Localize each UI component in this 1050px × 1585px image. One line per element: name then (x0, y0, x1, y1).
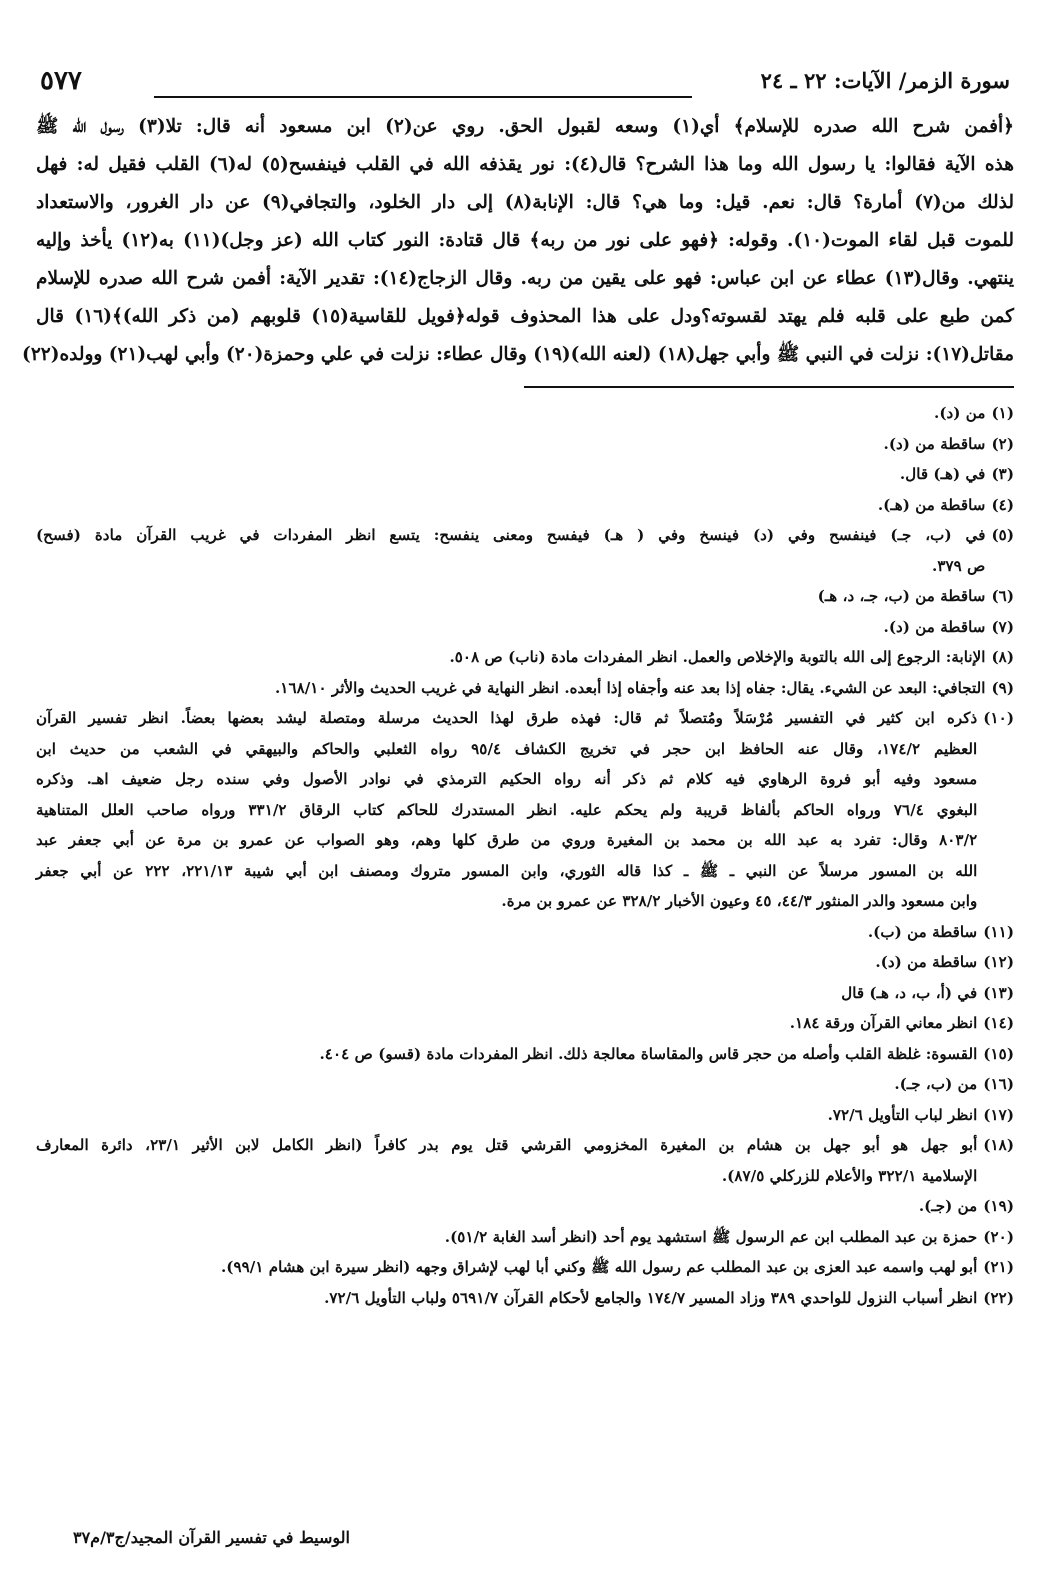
footnote-line: حمزة بن عبد المطلب ابن عم الرسول ﷺ استشهد يوم أحد (انظر أسد الغابة ٥١/٢). (444, 1227, 978, 1246)
footnote-number: (١٠) (983, 709, 1014, 727)
footnote-number: (١٩) (983, 1197, 1014, 1215)
main-line: ﴿أفمن شرح الله صدره للإسلام﴾ أي(١) وسعه لقبول الحق. روي عن(٢) ابن مسعود أنه قال: تلا(٣) رسول الله ﷺ (36, 116, 1014, 137)
footnote-number: (٢١) (983, 1258, 1014, 1276)
footnote-line: ساقطة من (ب). (867, 922, 978, 941)
footnote-line: من (جـ). (918, 1197, 978, 1215)
footnote-text (36, 1222, 977, 1253)
footnotes (36, 398, 1014, 1313)
footnote-line: مسعود وفيه أبو فروة الرهاوي فيه كلام ثم ذكر أنه رواه الحكيم الترمذي في نوادر الأصول وفي سنده رجل ضعيف اهـ. وذكره (36, 770, 978, 788)
footnote (36, 612, 1014, 643)
header-rule (154, 96, 692, 98)
footnote-number: (١٧) (983, 1105, 1014, 1124)
footnote-number: (١٥) (983, 1044, 1014, 1063)
footnote-number: (١٨) (983, 1136, 1014, 1154)
footnote-line: ساقطة من (هـ). (877, 495, 986, 514)
sura-title: سورة الزمر/ الآيات: ٢٢ ـ ٢٤ (760, 68, 1010, 93)
footnote-line: ساقطة من (د). (875, 953, 978, 971)
footnote (36, 917, 1014, 948)
footnote-number: (١١) (983, 922, 1014, 941)
footnote-text (36, 429, 985, 460)
footnote-line: انظر أسباب النزول للواحدي ٣٨٩ وزاد المسير ١٧٤/٧ والجامع لأحكام القرآن ٥٦٩١/٧ ولباب التأويل ٧٢/٦. (324, 1288, 978, 1307)
footnote-line: أبو لهب واسمه عبد العزى بن عبد المطلب عم رسول الله ﷺ وكني أبا لهب لإشراق وجهه (انظر سيرة ابن هشام ٩٩/١). (220, 1258, 978, 1276)
footnote-number: (٤) (991, 495, 1014, 514)
page-footer: الوسيط في تفسير القرآن المجيد/ج٣/م٣٧ (72, 1528, 350, 1547)
footnote-text (36, 1039, 977, 1070)
main-line: هذه الآية فقالوا: يا رسول الله وما هذا الشرح؟ قال(٤): نور يقذفه الله في القلب فينفسح(٥) له(٦) القلب فقيل له: فهل (36, 154, 1014, 175)
footnote-number: (١٦) (983, 1075, 1014, 1093)
main-line: لذلك من(٧) أمارة؟ قال: نعم. قيل: وما هي؟ قال: الإنابة(٨) إلى دار الخلود، والتجافي(٩) عن دار الغرور، والاستعداد (36, 192, 1015, 213)
footnote (36, 398, 1014, 429)
footnote-number: (٢٠) (983, 1227, 1014, 1246)
footnote-text (36, 520, 985, 581)
footnote-text (36, 612, 985, 643)
footnote-text (36, 1130, 977, 1191)
footnote-number: (٥) (991, 526, 1014, 544)
footnote-line: الله بن المسور مرسلاً عن النبي ـ ﷺ ـ كذا قاله الثوري، وابن المسور متروك ومصنف ابن أبي شيبة ٢٢١/١٣، ٢٢٢ عن أبي جعفر (36, 861, 978, 880)
footnote (36, 1283, 1014, 1314)
footnote-number: (٢) (991, 434, 1014, 453)
footnote-text (36, 581, 985, 612)
footnote (36, 490, 1014, 521)
footnote-number: (١٤) (983, 1014, 1014, 1032)
page-number: ٥٧٧ (40, 66, 82, 96)
footnote-line: في (هـ) قال. (899, 465, 986, 483)
footnote-text (36, 917, 977, 948)
footnote-text (36, 1252, 977, 1283)
footnote (36, 642, 1014, 673)
footnote-line: انظر معاني القرآن ورقة ١٨٤. (789, 1014, 978, 1032)
footnote-line: ساقطة من (ب، جـ، د، هـ) (817, 587, 986, 605)
footnote (36, 1191, 1014, 1222)
footnote-line: ص ٣٧٩. (932, 556, 986, 575)
footnote (36, 1039, 1014, 1070)
footnote-text (36, 978, 977, 1009)
footnote-text (36, 1008, 977, 1039)
footnote-line: ساقطة من (د). (883, 617, 986, 636)
footnote-text (36, 1069, 977, 1100)
footnote-text (36, 703, 977, 917)
footnote-number: (٦) (991, 587, 1014, 605)
footnote-text (36, 459, 985, 490)
footnote-line: ٨٠٣/٢ وقال: تفرد به عبد الله بن محمد بن المغيرة وروي من طرق كلها وهم، وهو الصواب عن عمرو بن مرة عن أبي جعفر عبد (36, 831, 978, 849)
footnote-text (36, 490, 985, 521)
footnote (36, 703, 1014, 917)
footnote (36, 1008, 1014, 1039)
footnote-text (36, 1283, 977, 1314)
main-text (22, 108, 1015, 374)
footnote-line: انظر لباب التأويل ٧٢/٦. (827, 1105, 978, 1124)
footnote-line: البغوي ٧٦/٤ ورواه الحاكم بألفاظ قريبة ولم يحكم عليه. انظر المستدرك للحاكم كتاب الرقاق ٣٣١/٢ ورواه صاحب العلل المتناهية (36, 800, 978, 819)
footnote-line: أبو جهل هو أبو جهل بن هشام بن المغيرة المخزومي القرشي قتل يوم بدر كافراً (انظر الكامل لابن الأثير ٢٣/١، دائرة المعارف (36, 1136, 978, 1154)
footnote-number: (١٣) (983, 983, 1014, 1002)
footnote-number: (٧) (991, 617, 1014, 636)
footnote-line: من (د). (934, 404, 986, 422)
footnote (36, 1252, 1014, 1283)
footnote-separator (524, 386, 1014, 388)
footnote (36, 1100, 1014, 1131)
main-line: مقاتل(١٧): نزلت في النبي ﷺ وأبي جهل(١٨) (لعنه الله)(١٩) وقال عطاء: نزلت في علي وحمزة(٢٠) وأبي لهب(٢١) وولده(٢٢) (22, 344, 1014, 365)
footnote (36, 459, 1014, 490)
footnote-number: (٢٢) (983, 1288, 1014, 1307)
footnote-number: (١) (991, 404, 1014, 422)
footnote (36, 947, 1014, 978)
footnote-line: التجافي: البعد عن الشيء. يقال: جفاه إذا بعد عنه وأجفاه إذا أبعده. انظر النهاية في غريب الحديث والأثر ١٦٨/١٠. (274, 678, 986, 697)
page-header (36, 58, 1014, 108)
main-line: كمن طبع على قلبه فلم يهتد لقسوته؟ودل على هذا المحذوف قوله﴿فويل للقاسية(١٥) قلوبهم (من ذكر الله)﴾(١٦) قال (36, 306, 1014, 327)
footnote-text (36, 398, 985, 429)
footnote-number: (٣) (991, 465, 1014, 483)
footnote (36, 673, 1014, 704)
footnote (36, 1130, 1014, 1191)
footnote (36, 429, 1014, 460)
footnote-line: ساقطة من (د). (883, 434, 986, 453)
footnote (36, 1222, 1014, 1253)
footnote (36, 581, 1014, 612)
footnote-line: وابن مسعود والدر المنثور ٤٤/٣، ٤٥ وعيون الأخبار ٣٢٨/٢ عن عمرو بن مرة. (501, 892, 978, 910)
footnote-text (36, 673, 985, 704)
footnote (36, 1069, 1014, 1100)
footnote-line: في (أ، ب، د، هـ) قال (841, 983, 978, 1002)
footnote (36, 978, 1014, 1009)
footnote-text (36, 1100, 977, 1131)
footnote-text (36, 1191, 977, 1222)
footnote-line: من (ب، جـ). (894, 1075, 978, 1093)
footnote-number: (٩) (991, 678, 1014, 697)
footnote-line: العظيم ١٧٤/٢، وقال عنه الحافظ ابن حجر في تخريج الكشاف ٩٥/٤ رواه الثعلبي والحاكم والبيهقي في الشعب من حديث ابن (36, 739, 978, 758)
footnote-line: ذكره ابن كثير في التفسير مُرْسَلاً ومُتصلاً ثم قال: فهذه طرق لهذا الحديث مرسلة ومتصلة ليشد بعضها بعضاً. انظر تفسير القرآن (36, 709, 978, 727)
footnote-line: الإسلامية ٣٢٢/١ والأعلام للزركلي ٨٧/٥). (721, 1166, 978, 1185)
footnote-line: الإنابة: الرجوع إلى الله بالتوبة والإخلاص والعمل. انظر المفردات مادة (ناب) ص ٥٠٨. (449, 648, 986, 666)
main-line: ينتهي. وقال(١٣) عطاء عن ابن عباس: فهو على يقين من ربه. وقال الزجاج(١٤): تقدير الآية: أفمن شرح الله صدره للإسلام (36, 268, 1014, 289)
footnote-number: (١٢) (983, 953, 1014, 971)
footnote-text (36, 642, 985, 673)
footnote-text (36, 947, 977, 978)
main-line: للموت قبل لقاء الموت(١٠). وقوله: ﴿فهو على نور من ربه﴾ قال قتادة: النور كتاب الله (عز وجل)(١١) به(١٢) يأخذ وإليه (36, 230, 1014, 251)
footnote-number: (٨) (991, 648, 1014, 666)
footnote-line: في (ب، جـ) فينفسح وفي (د) فينسخ وفي ( هـ) فيفسح ومعنى ينفسح: يتسع انظر المفردات في غريب القرآن مادة (فسح) (36, 526, 986, 544)
footnote-line: القسوة: غلظة القلب وأصله من حجر قاس والمقاساة معالجة ذلك. انظر المفردات مادة (قسو) ص ٤٠٤. (319, 1044, 978, 1063)
footnote (36, 520, 1014, 581)
